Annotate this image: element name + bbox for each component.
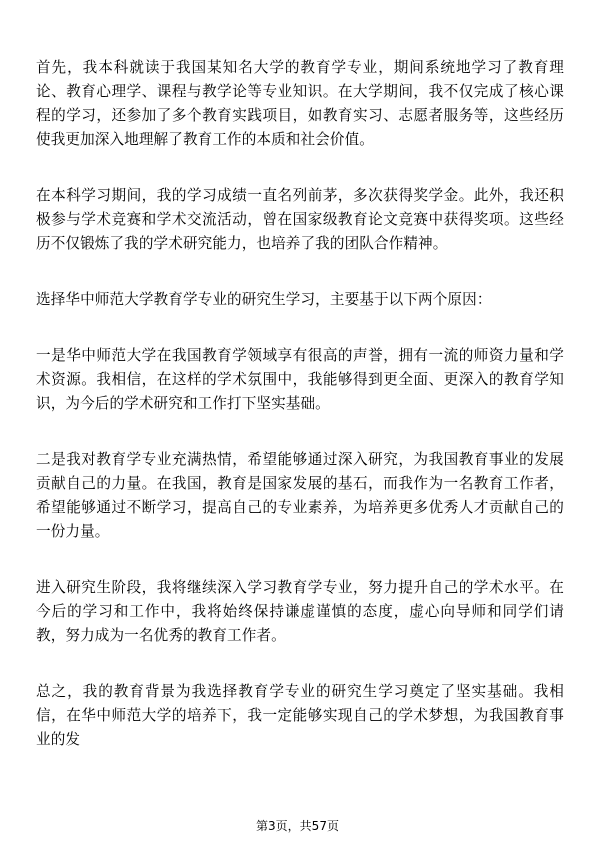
paragraph-graduate-plan: 进入研究生阶段，我将继续深入学习教育学专业，努力提升自己的学术水平。在今后的学习和工作中，我将始终保持谦虚谨慎的态度，虚心向导师和同学们请教，努力成为一名优秀的教育工作者。 — [36, 579, 564, 644]
document-body — [36, 56, 564, 784]
paragraph-conclusion: 总之，我的教育背景为我选择教育学专业的研究生学习奠定了坚实基础。我相信，在华中师范大学的培养下，我一定能够实现自己的学术梦想，为我国教育事业的发 — [36, 683, 564, 748]
paragraph-reason-one: 一是华中师范大学在我国教育学领域享有很高的声誉，拥有一流的师资力量和学术资源。我相信，在这样的学术氛围中，我能够得到更全面、更深入的教育学知识，为今后的学术研究和工作打下坚实基础。 — [36, 347, 564, 412]
paragraph-academic-achievements: 在本科学习期间，我的学习成绩一直名列前茅，多次获得奖学金。此外，我还积极参与学术竞赛和学术交流活动，曾在国家级教育论文竞赛中获得奖项。这些经历不仅锻炼了我的学术研究能力，也培养了我的团队合作精神。 — [36, 187, 564, 252]
paragraph-reason-two: 二是我对教育学专业充满热情，希望能够通过深入研究，为我国教育事业的发展贡献自己的力量。在我国，教育是国家发展的基石，而我作为一名教育工作者，希望能够通过不断学习，提高自己的专业素养，为培养更多优秀人才贡献自己的一份力量。 — [36, 451, 564, 540]
page-number-footer: 第3页，共57页 — [256, 819, 339, 833]
paragraph-reasons-intro: 选择华中师范大学教育学专业的研究生学习，主要基于以下两个原因： — [36, 291, 492, 308]
paragraph-education-background: 首先，我本科就读于我国某知名大学的教育学专业，期间系统地学习了教育理论、教育心理学、课程与教学论等专业知识。在大学期间，我不仅完成了核心课程的学习，还参加了多个教育实践项目，如教育实习、志愿者服务等，这些经历使我更加深入地理解了教育工作的本质和社会价值。 — [36, 59, 564, 148]
